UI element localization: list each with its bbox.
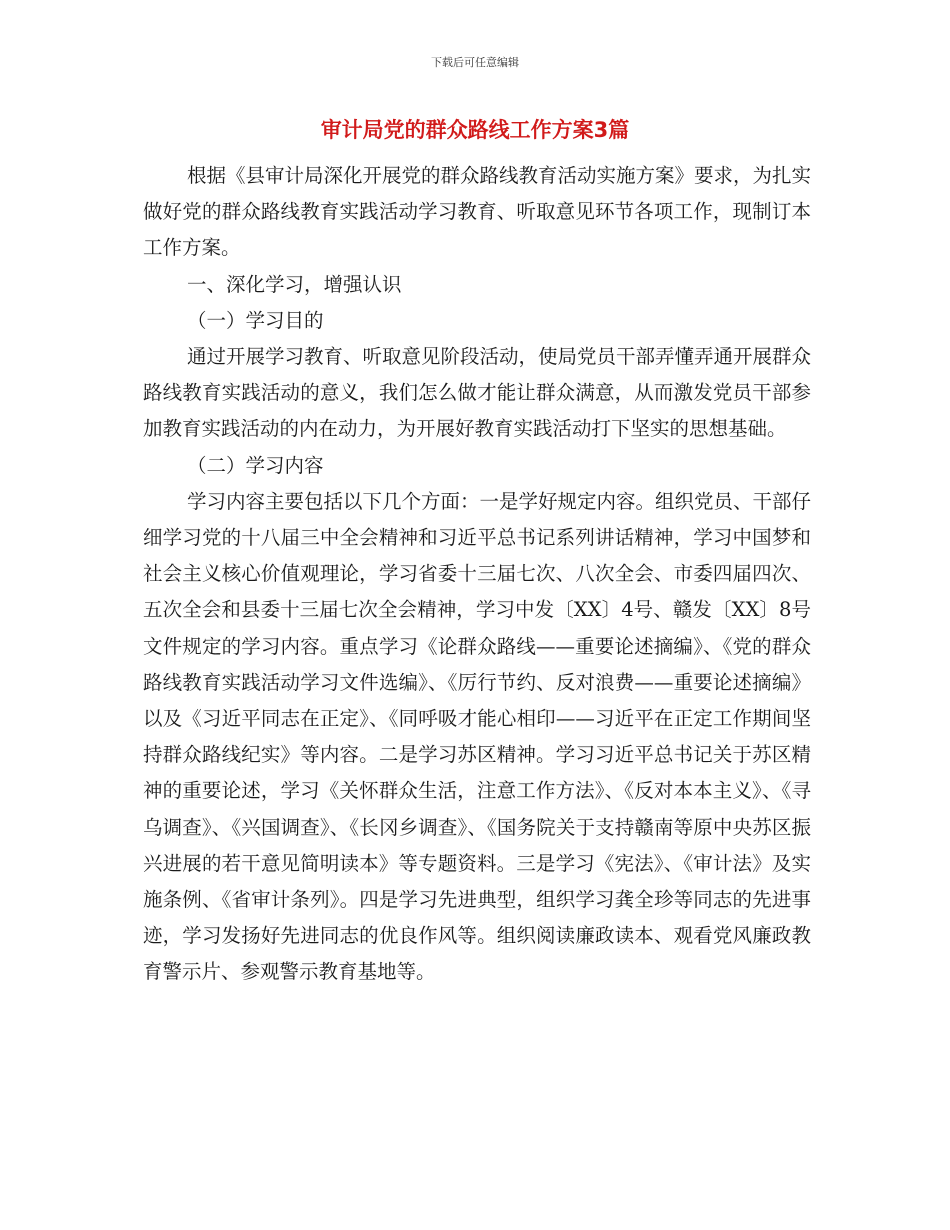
subsection-heading-1: （一）学习目的 xyxy=(187,308,324,332)
content-paragraph: 学习内容主要包括以下几个方面：一是学好规定内容。组织党员、干部仔细学习党的十八届三中全会精神和习近平总书记系列讲话精神，学习中国梦和社会主义核心价值观理论，学习省委十三届七次、八次全会、市委四届四次、五次全会和县委十三届七次全会精神，学习中发〔XX〕4号、赣发〔XX〕8号文件规定的学习内容。重点学习《论群众路线——重要论述摘编》、《党的群众路线教育实践活动学习文件选编》、《厉行节约、反对浪费——重要论述摘编》以及《习近平同志在正定》、《同呼吸才能心相印——习近平在正定工作期间坚持群众路线纪实》等内容。二是学习苏区精神。学习习近平总书记关于苏区精神的重要论述，学习《关怀群众生活，注意工作方法》、《反对本本主义》、《寻乌调查》、《兴国调查》、《长冈乡调查》、《国务院关于支持赣南等原中央苏区振兴进展的若干意见简明读本》等专题资料。三是学习《宪法》、《审计法》及实施条例、《省审计条列》。四是学习先进典型，组织学习龚全珍等同志的先进事迹，学习发扬好先进同志的优良作风等。组织阅读廉政读本、观看党风廉政教育警示片、参观警示教育基地等。 xyxy=(143,489,812,984)
purpose-paragraph: 通过开展学习教育、听取意见阶段活动，使局党员干部弄懂弄通开展群众路线教育实践活动的意义，我们怎么做才能让群众满意，从而激发党员干部参加教育实践活动的内在动力，为开展好教育实践活动打下坚实的思想基础。 xyxy=(143,345,812,441)
document-body xyxy=(143,158,811,991)
header-note: 下载后可任意编辑 xyxy=(431,56,519,69)
intro-paragraph: 根据《县审计局深化开展党的群众路线教育活动实施方案》要求，为扎实做好党的群众路线教育实践活动学习教育、听取意见环节各项工作，现制订本工作方案。 xyxy=(143,164,812,260)
subsection-heading-2: （二）学习内容 xyxy=(187,453,324,477)
section-heading-1: 一、深化学习，增强认识 xyxy=(187,272,402,296)
document-title: 审计局党的群众路线工作方案3篇 xyxy=(320,118,630,142)
